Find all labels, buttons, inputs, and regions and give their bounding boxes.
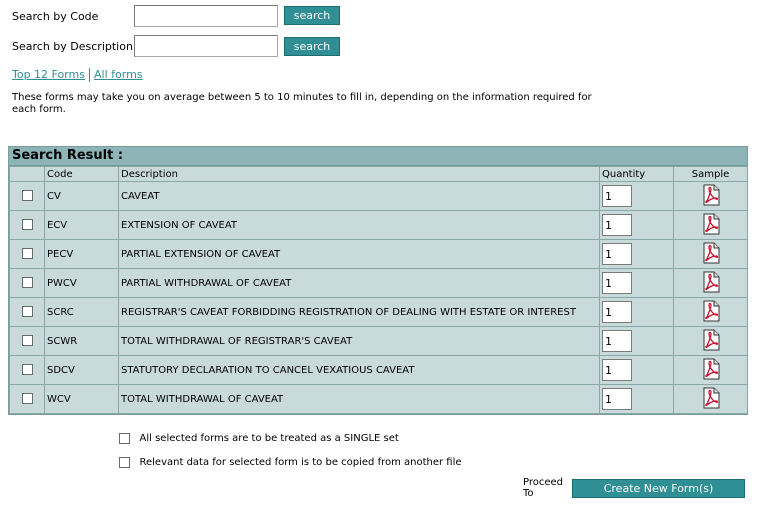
row-quantity-cell (600, 385, 674, 414)
search-description-input[interactable] (134, 35, 278, 57)
search-result-title: Search Result : (9, 147, 747, 166)
result-table (9, 166, 748, 414)
pdf-icon[interactable] (701, 329, 721, 351)
row-description: PARTIAL WITHDRAWAL OF CAVEAT (119, 269, 600, 298)
table-row (10, 356, 748, 385)
search-by-description-label: Search by Description (12, 40, 133, 53)
table-row (10, 298, 748, 327)
header-code: Code (45, 167, 119, 182)
row-description: CAVEAT (119, 182, 600, 211)
header-quantity: Quantity (600, 167, 674, 182)
pdf-icon[interactable] (701, 358, 721, 380)
copy-data-option (119, 455, 462, 468)
row-sample-cell (674, 298, 748, 327)
row-checkbox[interactable] (22, 364, 33, 375)
row-description: TOTAL WITHDRAWAL OF CAVEAT (119, 385, 600, 414)
row-sample-cell (674, 356, 748, 385)
search-code-button[interactable]: search (284, 6, 340, 25)
all-forms-link[interactable]: All forms (94, 68, 143, 81)
quantity-input[interactable] (602, 272, 632, 294)
row-quantity-cell (600, 182, 674, 211)
row-checkbox[interactable] (22, 335, 33, 346)
quantity-input[interactable] (602, 243, 632, 265)
row-sample-cell (674, 240, 748, 269)
row-description: EXTENSION OF CAVEAT (119, 211, 600, 240)
quantity-input[interactable] (602, 185, 632, 207)
quantity-input[interactable] (602, 301, 632, 323)
search-result-panel (8, 146, 748, 415)
row-code: SDCV (45, 356, 119, 385)
table-row (10, 327, 748, 356)
row-select-cell (10, 269, 45, 298)
proceed-label (523, 477, 563, 499)
row-quantity-cell (600, 327, 674, 356)
link-separator (89, 68, 90, 82)
row-select-cell (10, 182, 45, 211)
row-code: PECV (45, 240, 119, 269)
proceed-label-line1: Proceed (523, 477, 564, 488)
info-text: These forms may take you on average between 5 to 10 minutes to fill in, depending on the information required for each form. (12, 92, 592, 115)
row-quantity-cell (600, 269, 674, 298)
row-quantity-cell (600, 240, 674, 269)
search-by-code-label: Search by Code (12, 10, 99, 23)
row-sample-cell (674, 327, 748, 356)
single-set-label: All selected forms are to be treated as a SINGLE set (139, 432, 399, 444)
row-checkbox[interactable] (22, 277, 33, 288)
form-links (12, 68, 143, 82)
row-sample-cell (674, 211, 748, 240)
row-description: PARTIAL EXTENSION OF CAVEAT (119, 240, 600, 269)
copy-data-label: Relevant data for selected form is to be copied from another file (139, 456, 462, 468)
row-checkbox[interactable] (22, 219, 33, 230)
header-sample: Sample (674, 167, 748, 182)
quantity-input[interactable] (602, 214, 632, 236)
search-description-button[interactable]: search (284, 37, 340, 56)
row-checkbox[interactable] (22, 393, 33, 404)
pdf-icon[interactable] (701, 300, 721, 322)
table-row (10, 211, 748, 240)
pdf-icon[interactable] (701, 213, 721, 235)
pdf-icon[interactable] (701, 387, 721, 409)
row-select-cell (10, 356, 45, 385)
table-header-row (10, 167, 748, 182)
proceed-label-line2: To (523, 488, 534, 499)
single-set-option (119, 431, 399, 444)
row-checkbox[interactable] (22, 248, 33, 259)
row-checkbox[interactable] (22, 190, 33, 201)
row-select-cell (10, 327, 45, 356)
row-code: SCWR (45, 327, 119, 356)
row-description: TOTAL WITHDRAWAL OF REGISTRAR'S CAVEAT (119, 327, 600, 356)
row-code: PWCV (45, 269, 119, 298)
row-code: ECV (45, 211, 119, 240)
quantity-input[interactable] (602, 330, 632, 352)
header-select (10, 167, 45, 182)
row-sample-cell (674, 385, 748, 414)
row-code: SCRC (45, 298, 119, 327)
row-description: STATUTORY DECLARATION TO CANCEL VEXATIOUS CAVEAT (119, 356, 600, 385)
top-12-forms-link[interactable]: Top 12 Forms (12, 68, 85, 81)
quantity-input[interactable] (602, 388, 632, 410)
row-select-cell (10, 211, 45, 240)
table-row (10, 385, 748, 414)
single-set-checkbox[interactable] (119, 433, 130, 444)
row-sample-cell (674, 269, 748, 298)
row-select-cell (10, 385, 45, 414)
create-new-forms-button[interactable]: Create New Form(s) (572, 479, 745, 498)
pdf-icon[interactable] (701, 184, 721, 206)
table-row (10, 269, 748, 298)
pdf-icon[interactable] (701, 271, 721, 293)
row-quantity-cell (600, 211, 674, 240)
row-sample-cell (674, 182, 748, 211)
table-row (10, 240, 748, 269)
header-description: Description (119, 167, 600, 182)
row-description: REGISTRAR'S CAVEAT FORBIDDING REGISTRATION OF DEALING WITH ESTATE OR INTEREST (119, 298, 600, 327)
row-select-cell (10, 298, 45, 327)
pdf-icon[interactable] (701, 242, 721, 264)
table-row (10, 182, 748, 211)
copy-data-checkbox[interactable] (119, 457, 130, 468)
row-quantity-cell (600, 298, 674, 327)
row-quantity-cell (600, 356, 674, 385)
row-select-cell (10, 240, 45, 269)
row-code: WCV (45, 385, 119, 414)
row-checkbox[interactable] (22, 306, 33, 317)
quantity-input[interactable] (602, 359, 632, 381)
search-code-input[interactable] (134, 5, 278, 27)
row-code: CV (45, 182, 119, 211)
